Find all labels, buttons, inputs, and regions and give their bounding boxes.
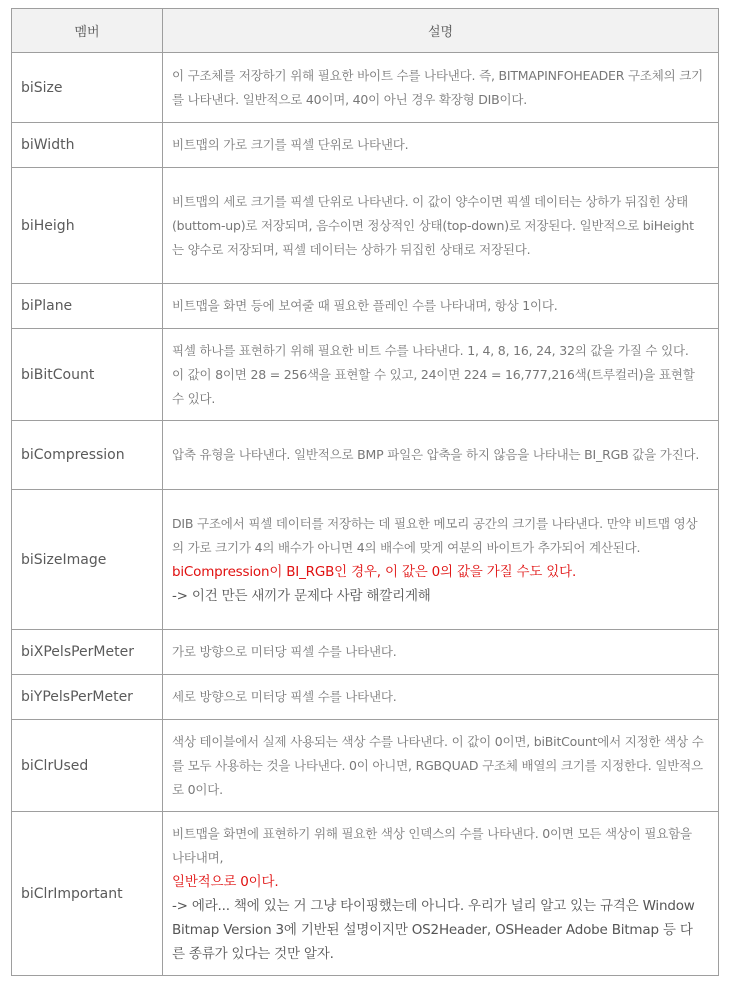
personal-comment: -> 이건 만든 새끼가 문제다 사람 해깔리게해: [172, 587, 431, 604]
member-name: biClrUsed: [12, 720, 163, 812]
table-row: [12, 284, 719, 329]
table-row: [12, 421, 719, 490]
member-description: 비트맵의 가로 크기를 픽셀 단위로 나타낸다.: [163, 123, 719, 168]
member-name: biHeigh: [12, 168, 163, 284]
member-description: 가로 방향으로 미터당 픽셀 수를 나타낸다.: [163, 630, 719, 675]
member-name: biClrImportant: [12, 812, 163, 976]
bitmap-header-table-container: [11, 8, 718, 976]
member-column-header: 멤버: [12, 9, 163, 53]
table-row: [12, 675, 719, 720]
member-description: 세로 방향으로 미터당 픽셀 수를 나타낸다.: [163, 675, 719, 720]
table-row: [12, 123, 719, 168]
table-row: [12, 329, 719, 421]
member-name: biYPelsPerMeter: [12, 675, 163, 720]
member-description: 압축 유형을 나타낸다. 일반적으로 BMP 파일은 압축을 하지 않음을 나타내는 BI_RGB 값을 가진다.: [163, 421, 719, 490]
member-name: biBitCount: [12, 329, 163, 421]
personal-comment: -> 에라... 책에 있는 거 그냥 타이핑했는데 아니다. 우리가 널리 알고 있는 규격은 Window Bitmap Version 3에 기반된 설명이지만 OS2Header, OSHeader Adobe Bitmap 등 다른 종류가 있다는 것만 알자.: [172, 897, 695, 962]
table-row: [12, 53, 719, 123]
table-row: [12, 490, 719, 630]
member-name: biPlane: [12, 284, 163, 329]
highlighted-note: 일반적으로 0이다.: [172, 873, 279, 890]
description-column-header: 설명: [163, 9, 719, 53]
table-row: [12, 812, 719, 976]
member-description: 비트맵의 세로 크기를 픽셀 단위로 나타낸다. 이 값이 양수이면 픽셀 데이터는 상하가 뒤집힌 상태(buttom-up)로 저장되며, 음수이면 정상적인 상태(top-down)로 저장된다. 일반적으로 biHeight는 양수로 저장되며, 픽셀 데이터는 상하가 뒤집힌 상태로 저장된다.: [163, 168, 719, 284]
table-header-row: [12, 9, 719, 53]
member-description-cell: [163, 812, 719, 976]
table-row: [12, 630, 719, 675]
member-description: 비트맵을 화면 등에 보여줄 때 필요한 플레인 수를 나타내며, 항상 1이다.: [163, 284, 719, 329]
highlighted-note: biCompression이 BI_RGB인 경우, 이 값은 0의 값을 가질 수도 있다.: [172, 563, 577, 580]
member-name: biCompression: [12, 421, 163, 490]
member-description: 픽셀 하나를 표현하기 위해 필요한 비트 수를 나타낸다. 1, 4, 8, 16, 24, 32의 값을 가질 수 있다. 이 값이 8이면 28 = 256색을 표현할 수 있고, 24이면 224 = 16,777,216색(트루컬러)을 표현할 수 있다.: [163, 329, 719, 421]
member-name: biSizeImage: [12, 490, 163, 630]
member-name: biSize: [12, 53, 163, 123]
member-description: 이 구조체를 저장하기 위해 필요한 바이트 수를 나타낸다. 즉, BITMAPINFOHEADER 구조체의 크기를 나타낸다. 일반적으로 40이며, 40이 아닌 경우 확장형 DIB이다.: [163, 53, 719, 123]
bitmapinfoheader-members-table: [11, 8, 719, 976]
member-name: biXPelsPerMeter: [12, 630, 163, 675]
table-row: [12, 720, 719, 812]
member-name: biWidth: [12, 123, 163, 168]
member-description: 비트맵을 화면에 표현하기 위해 필요한 색상 인덱스의 수를 나타낸다. 0이면 모든 색상이 필요함을 나타내며,: [172, 825, 692, 865]
table-row: [12, 168, 719, 284]
member-description: DIB 구조에서 픽셀 데이터를 저장하는 데 필요한 메모리 공간의 크기를 나타낸다. 만약 비트맵 영상의 가로 크기가 4의 배수가 아니면 4의 배수에 맞게 여분의 바이트가 추가되어 계산된다.: [172, 515, 698, 555]
member-description: 색상 테이블에서 실제 사용되는 색상 수를 나타낸다. 이 값이 0이면, biBitCount에서 지정한 색상 수를 모두 사용하는 것을 나타낸다. 0이 아니면, RGBQUAD 구조체 배열의 크기를 지정한다. 일반적으로 0이다.: [163, 720, 719, 812]
member-description-cell: [163, 490, 719, 630]
